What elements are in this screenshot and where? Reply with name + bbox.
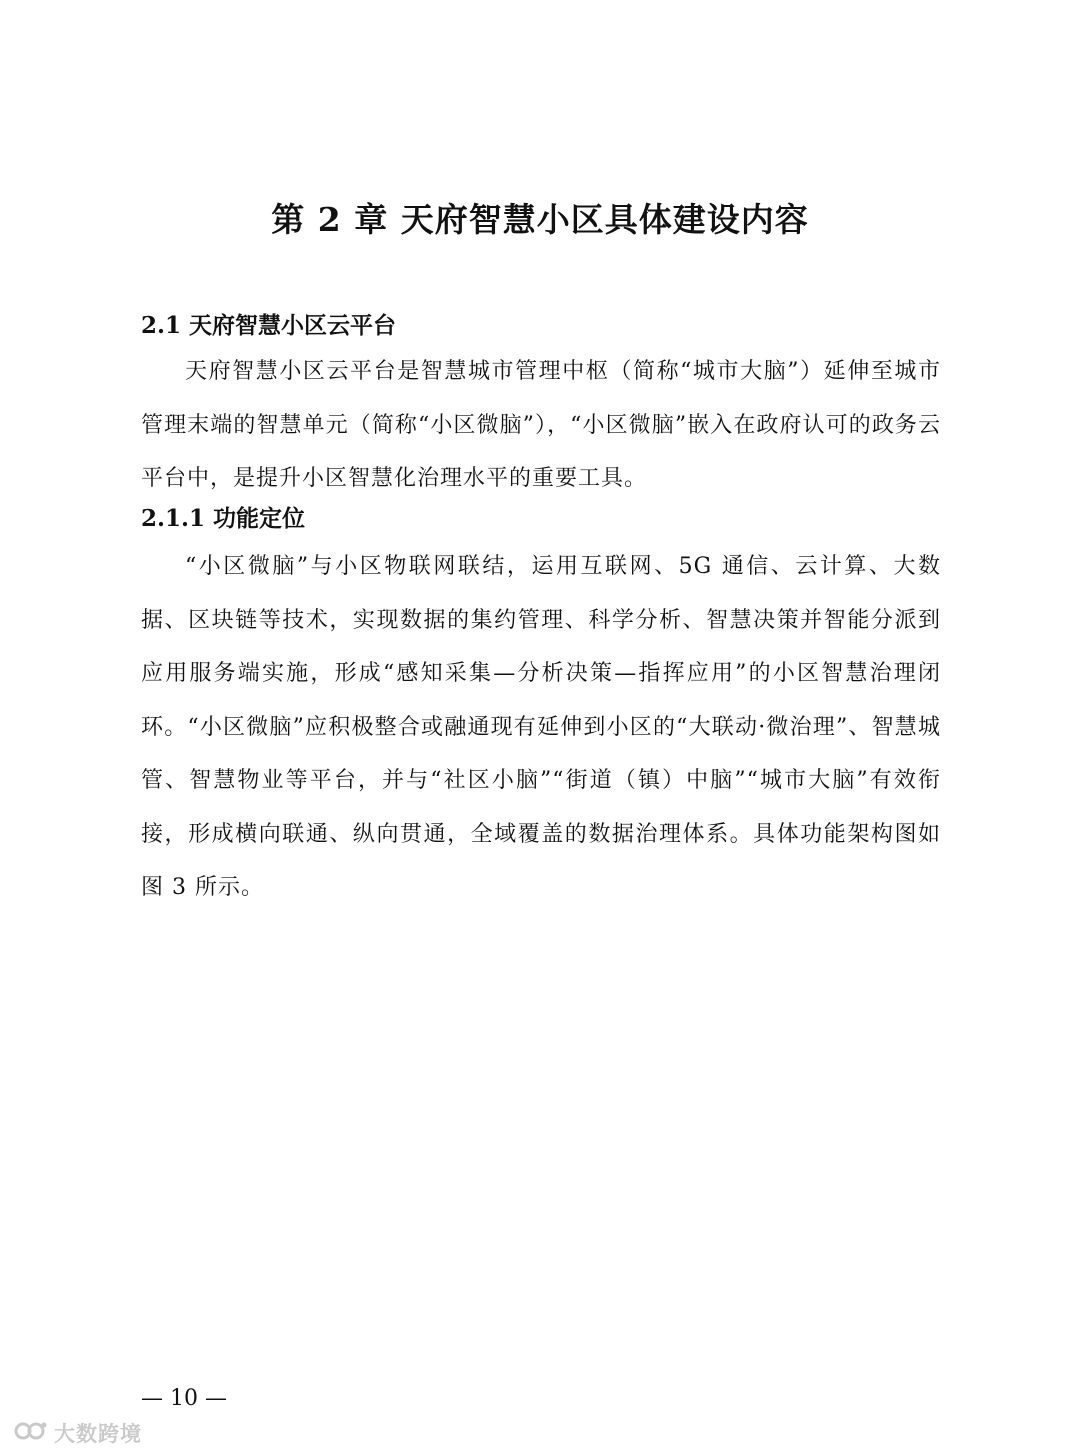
chapter-title: 第 2 章 天府智慧小区具体建设内容 bbox=[271, 200, 809, 239]
page-number: — 10 — bbox=[141, 1386, 227, 1411]
section-2-1-paragraph: 天府智慧小区云平台是智慧城市管理中枢（简称“城市大脑”）延伸至城市管理末端的智慧单元（简称“小区微脑”），“小区微脑”嵌入在政府认可的政务云平台中，是提升小区智慧化治理水平的重要工具。 bbox=[141, 359, 941, 491]
section-2-1-1-paragraph: “小区微脑”与小区物联网联结，运用互联网、5G 通信、云计算、大数据、区块链等技术，实现数据的集约管理、科学分析、智慧决策并智能分派到应用服务端实施，形成“感知采集—分析决策—指挥应用”的小区智慧治理闭环。“小区微脑”应积极整合或融通现有延伸到小区的“大联动·微治理”、智慧城管、智慧物业等平台，并与“社区小脑”“街道（镇）中脑”“城市大脑”有效衔接，形成横向联通、纵向贯通，全域覆盖的数据治理体系。具体功能架构图如图 3 所示。 bbox=[141, 554, 941, 900]
watermark-text: 大数跨境 bbox=[54, 1422, 142, 1446]
section-heading-2-1-1: 2.1.1 功能定位 bbox=[141, 505, 306, 532]
section-heading-2-1: 2.1 天府智慧小区云平台 bbox=[141, 312, 397, 339]
brand-logo-icon bbox=[14, 1418, 48, 1448]
watermark bbox=[14, 1418, 142, 1448]
